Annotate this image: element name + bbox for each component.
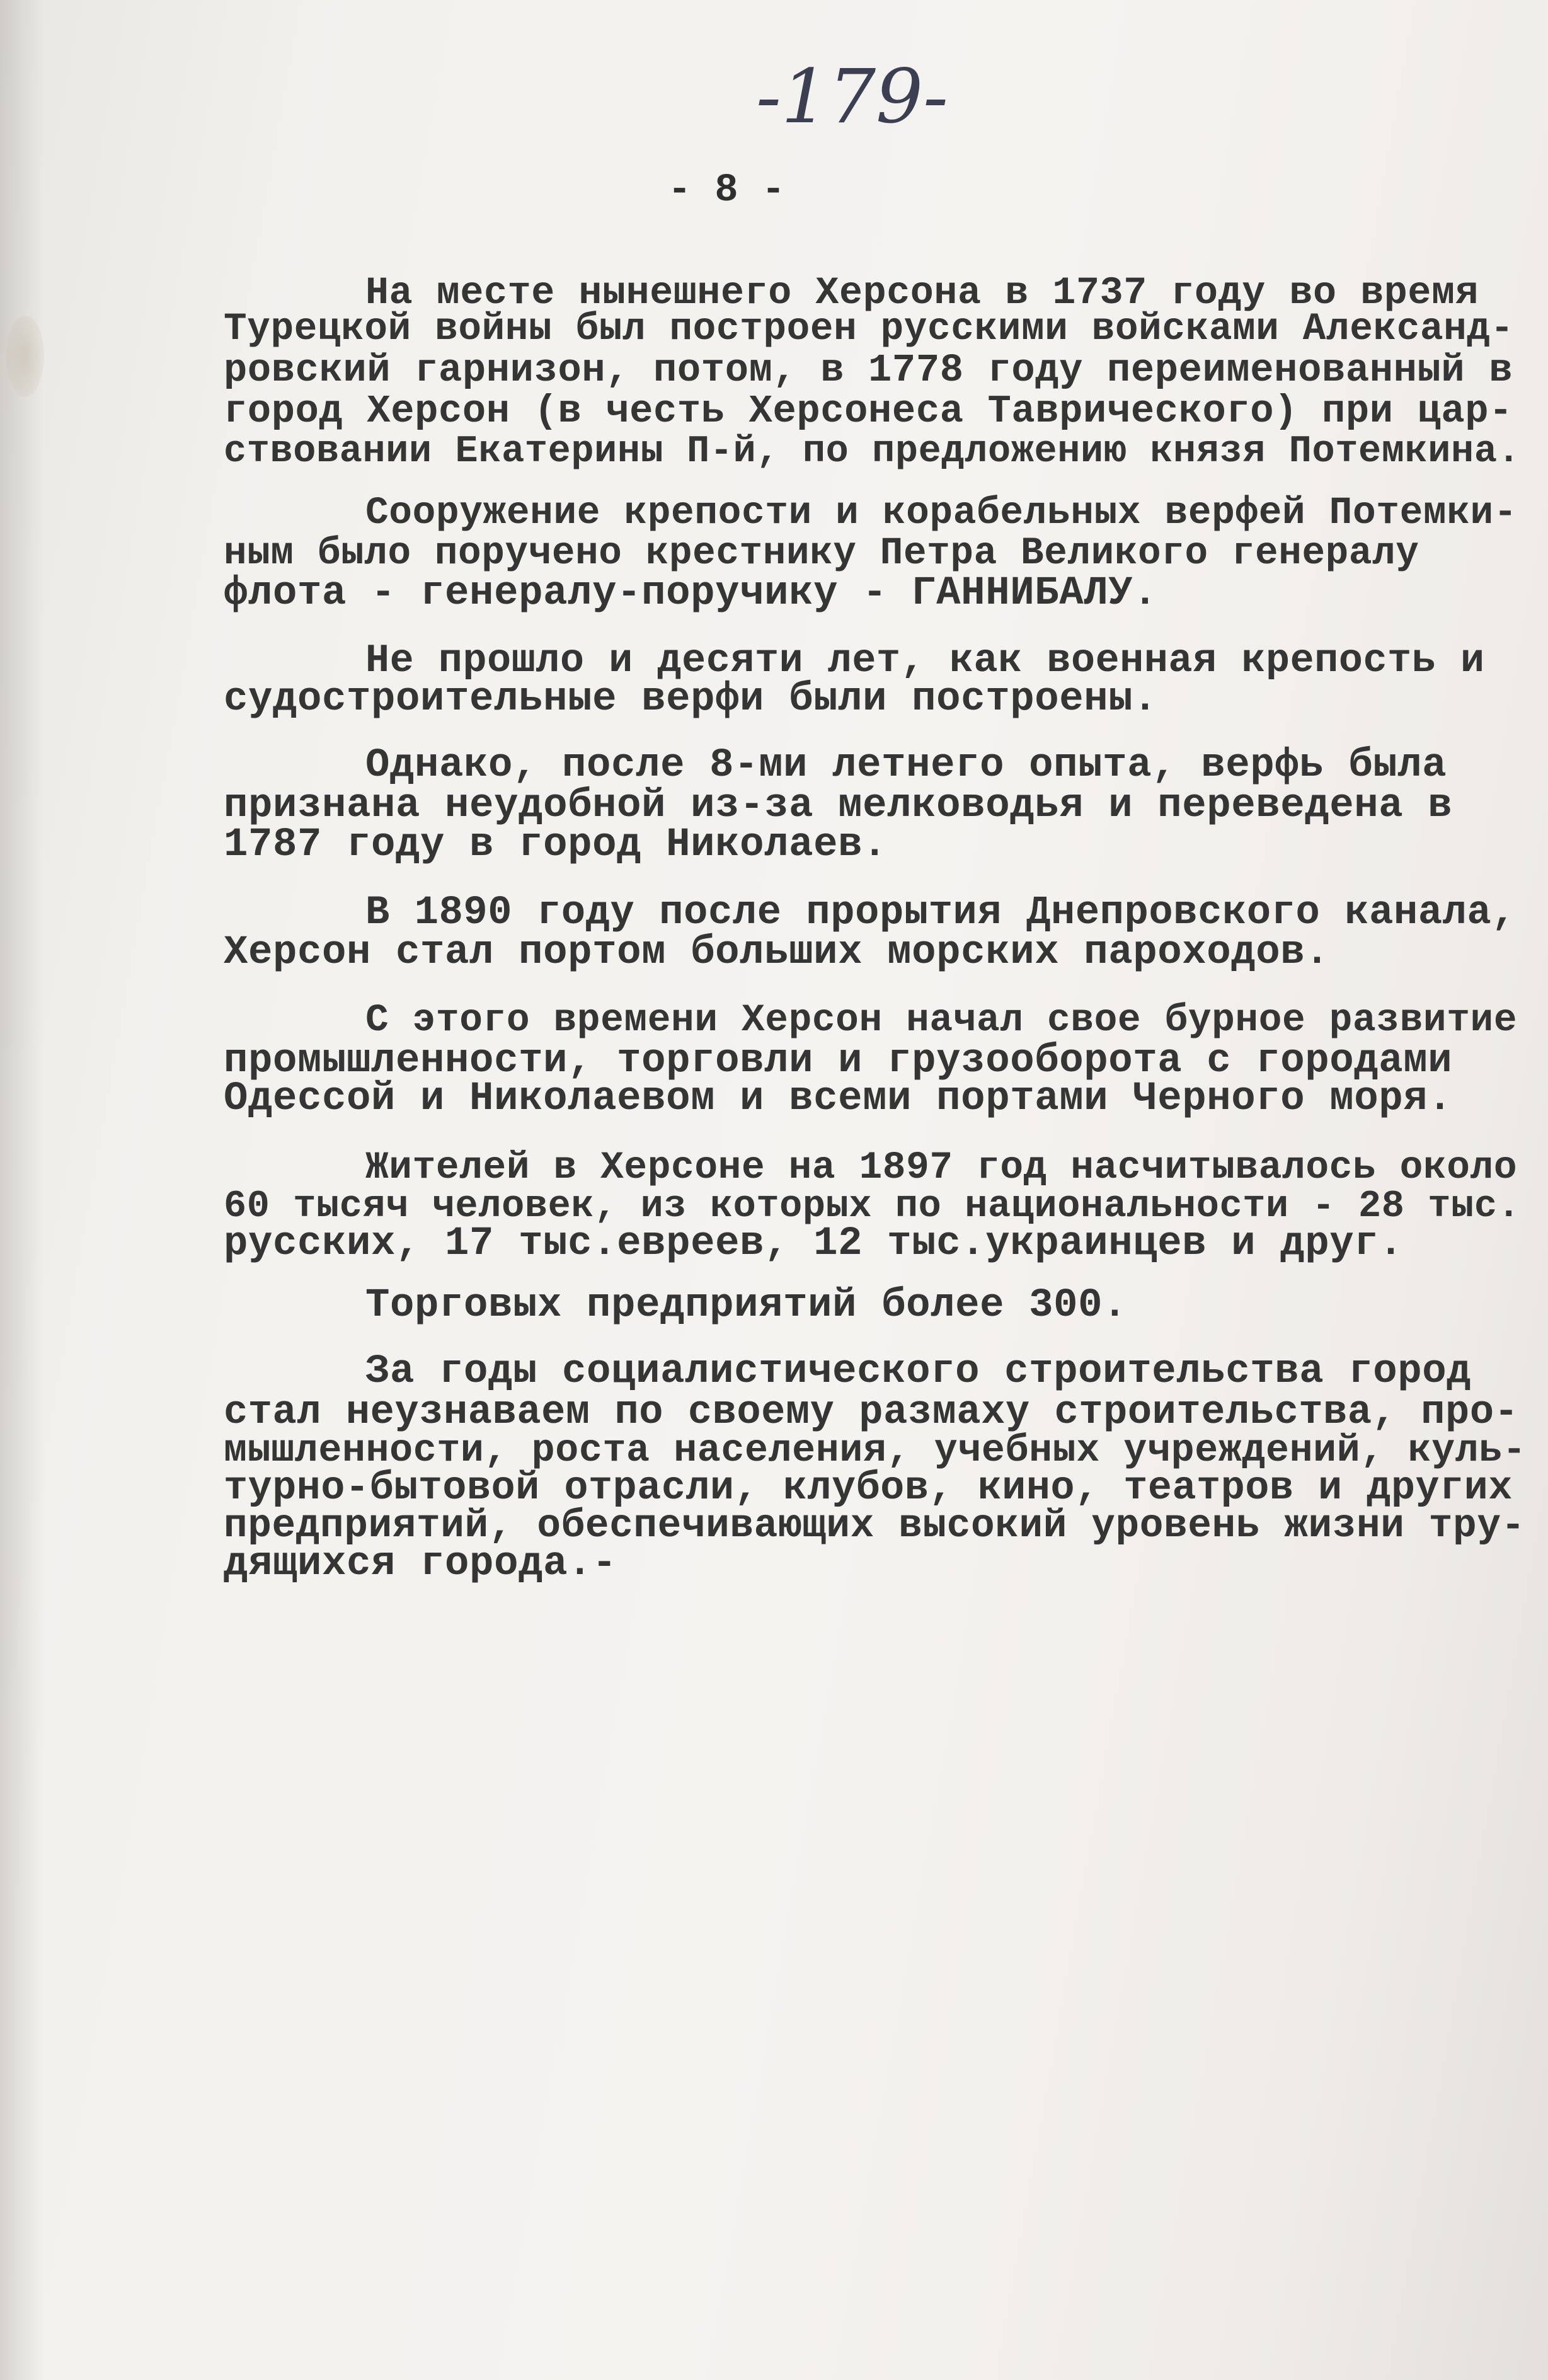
text-line: предприятий, обеспечивающих высокий уровень жизни тру- xyxy=(224,1503,1525,1548)
text-line: признана неудобной из-за мелководья и переведена в xyxy=(224,783,1453,829)
text-line: флота - генералу-поручику - ГАННИБАЛУ. xyxy=(224,571,1158,616)
text-line: Однако, после 8-ми летнего опыта, верфь была xyxy=(365,743,1447,788)
text-line: дящихся города.- xyxy=(224,1541,617,1587)
text-line: Херсон стал портом больших морских пароходов. xyxy=(224,930,1330,975)
text-line: ным было поручено крестнику Петра Великого генералу xyxy=(224,532,1419,575)
text-line: Одессой и Николаевом и всеми портами Черного моря. xyxy=(224,1076,1453,1122)
text-line: 1787 году в город Николаев. xyxy=(224,822,888,868)
text-line: Торговых предприятий более 300. xyxy=(365,1283,1128,1328)
text-line: На месте нынешнего Херсона в 1737 году во время xyxy=(365,271,1479,315)
text-line: В 1890 году после прорытия Днепровского канала, xyxy=(365,890,1516,936)
text-line: город Херсон (в честь Херсонеса Таврического) при цар- xyxy=(224,389,1513,434)
text-line: промышленности, торговли и грузооборота с городами xyxy=(224,1038,1453,1084)
text-line: 60 тысяч человек, из которых по национальности - 28 тыс. xyxy=(224,1185,1521,1228)
text-line: русских, 17 тыс.евреев, 12 тыс.украинцев и друг. xyxy=(224,1221,1404,1267)
text-line: стал неузнаваем по своему размаху строительства, про- xyxy=(224,1390,1519,1435)
text-line: Не прошло и десяти лет, как военная крепость и xyxy=(365,638,1485,684)
text-line: Сооружение крепости и корабельных верфей Потемки- xyxy=(365,492,1518,535)
text-line: За годы социалистического строительства город xyxy=(365,1349,1472,1394)
text-line: Турецкой войны был построен русскими войсками Александ- xyxy=(224,308,1514,351)
text-line: Жителей в Херсоне на 1897 год насчитывалось около xyxy=(365,1146,1518,1190)
text-line: мышленности, роста населения, учебных учреждений, куль- xyxy=(224,1429,1527,1473)
handwritten-folio-number: -179- xyxy=(756,53,948,140)
text-line: ствовании Екатерины П-й, по предложению князя Потемкина. xyxy=(224,430,1521,473)
paper-stain xyxy=(6,315,44,397)
text-line: судостроительные верфи были построены. xyxy=(224,677,1158,722)
text-line: ровский гарнизон, потом, в 1778 году переименованный в xyxy=(224,348,1513,393)
text-line: турно-бытовой отрасли, клубов, кино, театров и других xyxy=(224,1466,1513,1511)
page-number: - 8 - xyxy=(668,168,786,212)
text-line: С этого времени Херсон начал свое бурное развитие xyxy=(365,999,1518,1042)
